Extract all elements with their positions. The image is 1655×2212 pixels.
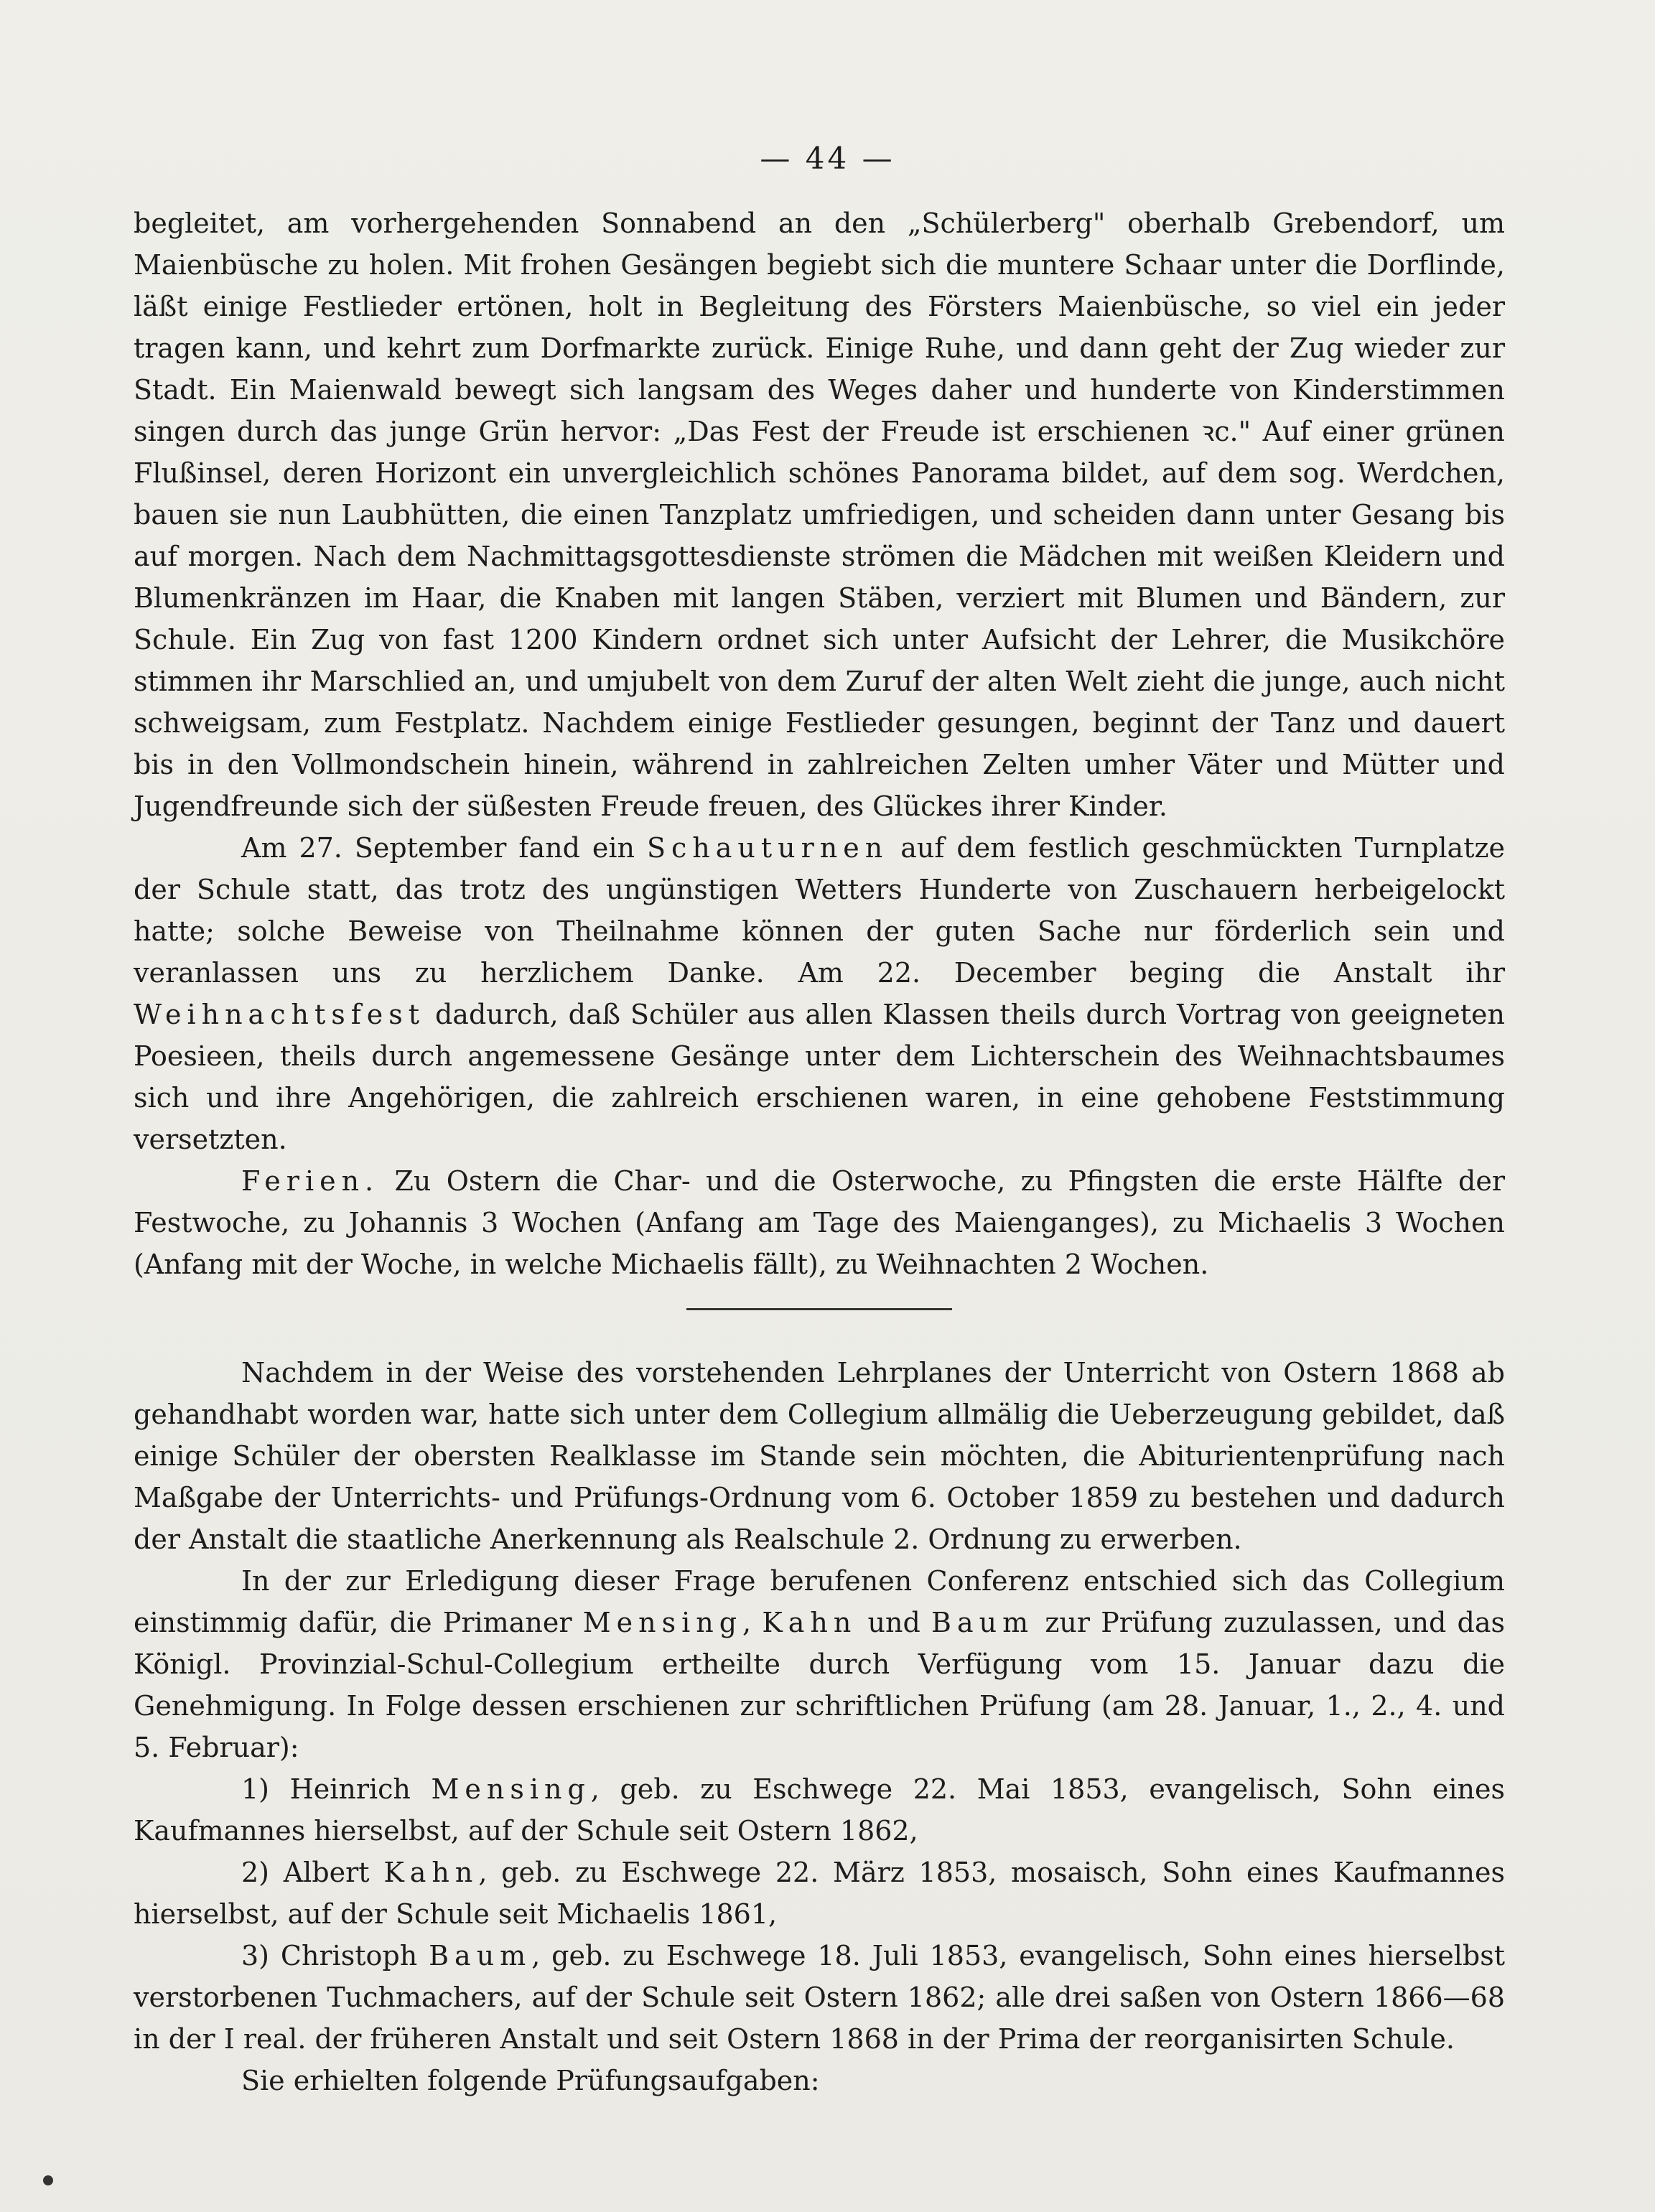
name-baum: Baum <box>931 1607 1035 1638</box>
text-run: auf dem festlich geschmückten Turnplatze der Schule statt, das trotz des ungünstigen Wetters Hunderte von Zuschauern herbeigelockt hatte; solche Beweise von Theilnahme können der guten Sache nur förderlich sein und veranlassen uns zu herzlichem Danke. Am 22. December beging die Anstalt ihr <box>134 832 1505 989</box>
candidate-name: Mensing <box>431 1773 591 1805</box>
text-run: dadurch, daß Schüler aus allen Klassen theils durch Vortrag von geeigneten Poesieen, theils durch angemessene Gesänge unter dem Lichterschein des Weihnachtsbaumes sich und ihre Angehörigen, die zahlreich erschienen waren, in eine gehobene Feststimmung versetzten. <box>134 999 1505 1155</box>
paragraph-maigang: begleitet, am vorhergehenden Sonnabend an den „Schülerberg" oberhalb Grebendorf, um Maienbüsche zu holen. Mit frohen Gesängen begiebt sich die muntere Schaar unter die Dorflinde, läßt einige Festlieder ertönen, holt in Begleitung des Försters Maienbüsche, so viel ein jeder tragen kann, und kehrt zum Dorfmarkte zurück. Einige Ruhe, und dann geht der Zug wieder zur Stadt. Ein Maienwald bewegt sich langsam des Weges daher und hunderte von Kinderstimmen singen durch das junge Grün hervor: „Das Fest der Freude ist erschienen ꝛc." Auf einer grünen Flußinsel, deren Horizont ein unvergleichlich schönes Panorama bildet, auf dem sog. Werdchen, bauen sie nun Laubhütten, die einen Tanzplatz umfriedigen, und scheiden dann unter Gesang bis auf morgen. Nach dem Nachmittagsgottesdienste strömen die Mädchen mit weißen Kleidern und Blumenkränzen im Haar, die Knaben mit langen Stäben, verziert mit Blumen und Bändern, zur Schule. Ein Zug von fast 1200 Kindern ordnet sich unter Aufsicht der Lehrer, die Musikchöre stimmen ihr Marschlied an, und umjubelt von dem Zuruf der alten Welt zieht die junge, auch nicht schweigsam, zum Festplatz. Nachdem einige Festlieder gesungen, beginnt der Tanz und dauert bis in den Vollmondschein hinein, während in zahlreichen Zelten umher Väter und Mütter und Jugendfreunde sich der süßesten Freude freuen, des Glückes ihrer Kinder. <box>134 207 1505 822</box>
list-item <box>134 1852 1505 1935</box>
name-kahn: Kahn <box>762 1607 857 1638</box>
body-text <box>134 202 1505 2101</box>
emphasis-ferien: Ferien. <box>241 1165 380 1197</box>
closing-line: Sie erhielten folgende Prüfungsaufgaben: <box>241 2065 820 2096</box>
name-mensing: Mensing <box>582 1607 743 1638</box>
punch-hole-mark <box>43 2175 53 2185</box>
text-run: , geb. zu Eschwege 22. Mai 1853, evangelisch, Sohn eines Kaufmannes hierselbst, auf der Schule seit Ostern 1862, <box>134 1773 1505 1847</box>
text-run: , <box>742 1607 763 1638</box>
candidate-name: Kahn <box>383 1857 479 1888</box>
list-item <box>134 1768 1505 1852</box>
text-run: , geb. zu Eschwege 22. März 1853, mosaisch, Sohn eines Kaufmannes hierselbst, auf der Schule seit Michaelis 1861, <box>134 1857 1505 1930</box>
text-run: Zu Ostern die Char- und die Osterwoche, zu Pfingsten die erste Hälfte der Festwoche, zu Johannis 3 Wochen (Anfang am Tage des Maienganges), zu Michaelis 3 Wochen (Anfang mit der Woche, in welche Michaelis fällt), zu Weihnachten 2 Wochen. <box>134 1165 1505 1280</box>
list-item <box>134 1935 1505 2060</box>
text-run: 2) Albert <box>241 1857 384 1888</box>
text-run: zur Prüfung zuzulassen, und das Königl. Provinzial-Schul-Collegium ertheilte durch Verfügung vom 15. Januar dazu die Genehmigung. In Folge dessen erschienen zur schriftlichen Prüfung (am 28. Januar, 1., 2., 4. und 5. Februar): <box>134 1607 1505 1763</box>
page-number: — 44 — <box>760 141 895 176</box>
emphasis-weihnachtsfest: Weihnachtsfest <box>134 999 426 1030</box>
text-run: 3) Christoph <box>241 1940 429 1971</box>
text-run: , geb. zu Eschwege 18. Juli 1853, evangelisch, Sohn eines hierselbst verstorbenen Tuchmachers, auf der Schule seit Ostern 1862; alle drei saßen von Ostern 1866—68 in der I real. der früheren Anstalt und seit Ostern 1868 in der Prima der reorganisirten Schule. <box>134 1940 1505 2055</box>
text-run: 1) Heinrich <box>241 1773 432 1805</box>
candidate-name: Baum <box>429 1940 532 1971</box>
paragraph-schauturnen <box>134 827 1505 1160</box>
text-run: In der zur Erledigung dieser Frage berufenen Conferenz entschied sich das Collegium einstimmig dafür, die Primaner <box>134 1565 1505 1638</box>
paragraph-ferien <box>134 1160 1505 1285</box>
paragraph-abiturientenpruefung: Nachdem in der Weise des vorstehenden Lehrplanes der Unterricht von Ostern 1868 ab gehandhabt worden war, hatte sich unter dem Collegium allmälig die Ueberzeugung gebildet, daß einige Schüler der obersten Realklasse im Stande sein möchten, die Abiturientenprüfung nach Maßgabe der Unterrichts- und Prüfungs-Ordnung vom 6. October 1859 zu bestehen und dadurch der Anstalt die staatliche Anerkennung als Realschule 2. Ordnung zu erwerben. <box>134 1357 1505 1555</box>
text-run: Am 27. September fand ein <box>241 832 647 864</box>
emphasis-schauturnen: Schauturnen <box>646 832 889 864</box>
paragraph-conferenz <box>134 1560 1505 1768</box>
text-run: und <box>857 1607 932 1638</box>
section-divider <box>686 1308 952 1310</box>
